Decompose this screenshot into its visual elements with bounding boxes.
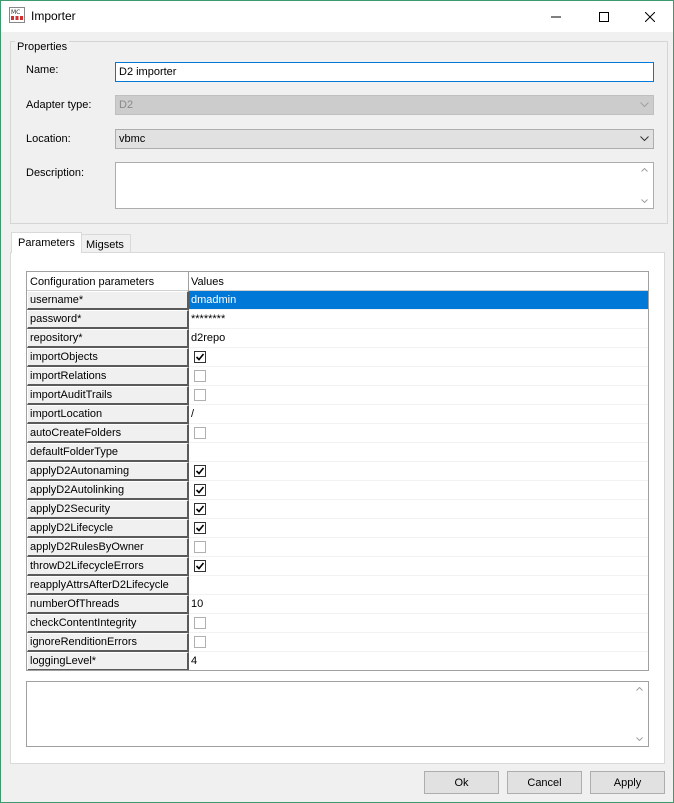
parameter-value-cell[interactable]: [189, 538, 648, 557]
parameter-value-text: /: [191, 408, 195, 420]
parameter-name-cell: numberOfThreads: [27, 595, 189, 614]
adapter-type-label: Adapter type:: [26, 99, 92, 111]
parameter-name-cell: password*: [27, 310, 189, 329]
scroll-down-icon[interactable]: [641, 199, 648, 203]
close-button[interactable]: [627, 1, 673, 32]
column-header-parameters[interactable]: Configuration parameters: [30, 276, 155, 288]
name-label: Name:: [26, 64, 59, 76]
parameter-value-cell[interactable]: [189, 348, 648, 367]
adapter-type-select: [115, 95, 654, 115]
checkmark-icon: [195, 352, 205, 362]
svg-text:MC: MC: [11, 9, 21, 16]
parameter-value-text: 4: [191, 655, 198, 667]
table-row[interactable]: [27, 481, 648, 500]
window-title: Importer: [31, 9, 76, 23]
parameter-name-cell: applyD2Autonaming: [27, 462, 189, 481]
name-input[interactable]: [115, 62, 654, 82]
checkmark-icon: [195, 466, 205, 476]
table-row[interactable]: [27, 291, 648, 310]
description-textarea[interactable]: [115, 162, 654, 209]
parameter-name-cell: loggingLevel*: [27, 652, 189, 671]
table-row[interactable]: [27, 633, 648, 652]
checkmark-icon: [195, 504, 205, 514]
parameter-value-cell[interactable]: [189, 329, 648, 348]
checkmark-icon: [195, 485, 205, 495]
parameter-name-cell: autoCreateFolders: [27, 424, 189, 443]
parameter-name-cell: applyD2RulesByOwner: [27, 538, 189, 557]
table-row[interactable]: [27, 367, 648, 386]
table-row[interactable]: [27, 500, 648, 519]
apply-button[interactable]: Apply: [590, 771, 665, 794]
parameter-name-cell: ignoreRenditionErrors: [27, 633, 189, 652]
parameter-name-cell: applyD2Lifecycle: [27, 519, 189, 538]
parameter-value-cell[interactable]: [189, 367, 648, 386]
parameter-value-text: ********: [191, 313, 226, 325]
parameter-name-cell: defaultFolderType: [27, 443, 189, 462]
table-row[interactable]: [27, 557, 648, 576]
mc-app-icon: [9, 7, 25, 23]
parameter-name-cell: importObjects: [27, 348, 189, 367]
checkbox-unchecked[interactable]: [194, 636, 206, 648]
checkbox-unchecked[interactable]: [194, 541, 206, 553]
table-row[interactable]: [27, 538, 648, 557]
table-row[interactable]: [27, 614, 648, 633]
table-row[interactable]: [27, 519, 648, 538]
grid-header: [27, 272, 648, 291]
minimize-button[interactable]: [533, 1, 579, 32]
parameter-name-cell: checkContentIntegrity: [27, 614, 189, 633]
maximize-icon: [599, 12, 609, 22]
close-icon: [645, 12, 655, 22]
parameter-value-cell[interactable]: [189, 405, 648, 424]
location-select[interactable]: [115, 129, 654, 149]
parameter-value-cell[interactable]: [189, 595, 648, 614]
parameters-grid: [26, 271, 649, 671]
table-row[interactable]: [27, 443, 648, 462]
table-row[interactable]: [27, 652, 648, 671]
adapter-type-value: D2: [119, 99, 134, 111]
parameter-value-cell[interactable]: [189, 500, 648, 519]
table-row[interactable]: [27, 576, 648, 595]
parameter-name-cell: reapplyAttrsAfterD2Lifecycle: [27, 576, 189, 595]
description-label: Description:: [26, 167, 85, 179]
table-row[interactable]: [27, 462, 648, 481]
checkbox-unchecked[interactable]: [194, 389, 206, 401]
parameter-name-cell: throwD2LifecycleErrors: [27, 557, 189, 576]
scroll-up-icon[interactable]: [636, 687, 643, 691]
parameter-value-cell[interactable]: [189, 443, 648, 462]
table-row[interactable]: [27, 329, 648, 348]
checkbox-checked[interactable]: [194, 522, 206, 534]
column-header-values[interactable]: Values: [191, 276, 224, 288]
parameter-value-cell[interactable]: [189, 481, 648, 500]
table-row[interactable]: [27, 424, 648, 443]
checkbox-unchecked[interactable]: [194, 427, 206, 439]
checkbox-checked[interactable]: [194, 560, 206, 572]
parameter-value-text: 10: [191, 598, 204, 610]
maximize-button[interactable]: [581, 1, 627, 32]
parameter-name-cell: applyD2Security: [27, 500, 189, 519]
parameter-name-cell: username*: [27, 291, 189, 310]
parameter-value-cell[interactable]: [189, 652, 648, 671]
parameter-value-text: d2repo: [191, 332, 226, 344]
parameter-name-cell: applyD2Autolinking: [27, 481, 189, 500]
location-value: vbmc: [119, 133, 146, 145]
properties-group-label: Properties: [17, 41, 68, 53]
scroll-down-icon[interactable]: [636, 737, 643, 741]
parameter-value-cell[interactable]: [189, 576, 648, 595]
checkbox-checked[interactable]: [194, 503, 206, 515]
table-row[interactable]: [27, 405, 648, 424]
ok-button[interactable]: Ok: [424, 771, 499, 794]
table-row[interactable]: [27, 348, 648, 367]
chevron-down-icon: [640, 102, 649, 108]
parameter-description-area: [26, 681, 649, 747]
tab-migsets[interactable]: Migsets: [79, 234, 131, 252]
checkmark-icon: [195, 561, 205, 571]
parameter-value-cell[interactable]: [189, 519, 648, 538]
parameter-name-cell: importRelations: [27, 367, 189, 386]
parameter-name-cell: importAuditTrails: [27, 386, 189, 405]
checkbox-unchecked[interactable]: [194, 617, 206, 629]
title-bar[interactable]: [1, 1, 673, 32]
cancel-button[interactable]: Cancel: [507, 771, 582, 794]
description-scrollbar[interactable]: [636, 163, 653, 208]
parameter-value-cell[interactable]: [189, 310, 648, 329]
table-row[interactable]: [27, 386, 648, 405]
table-row[interactable]: [27, 310, 648, 329]
parameter-value-cell[interactable]: [189, 291, 648, 310]
location-label: Location:: [26, 133, 71, 145]
scroll-up-icon[interactable]: [641, 168, 648, 172]
parameter-value-cell[interactable]: [189, 386, 648, 405]
tab-parameters[interactable]: Parameters: [11, 232, 82, 253]
checkbox-checked[interactable]: [194, 465, 206, 477]
parameter-name-cell: repository*: [27, 329, 189, 348]
checkbox-unchecked[interactable]: [194, 370, 206, 382]
parameter-value-text: dmadmin: [191, 294, 237, 306]
parameter-description-scrollbar[interactable]: [631, 682, 648, 746]
parameter-value-cell[interactable]: [189, 557, 648, 576]
parameter-value-cell[interactable]: [189, 614, 648, 633]
column-divider[interactable]: [188, 272, 189, 291]
parameter-value-cell[interactable]: [189, 633, 648, 652]
chevron-down-icon: [640, 136, 649, 142]
parameter-value-cell[interactable]: [189, 424, 648, 443]
checkbox-checked[interactable]: [194, 351, 206, 363]
parameter-value-cell[interactable]: [189, 462, 648, 481]
parameter-name-cell: importLocation: [27, 405, 189, 424]
table-row[interactable]: [27, 595, 648, 614]
minimize-icon: [551, 12, 561, 22]
checkbox-checked[interactable]: [194, 484, 206, 496]
checkmark-icon: [195, 523, 205, 533]
